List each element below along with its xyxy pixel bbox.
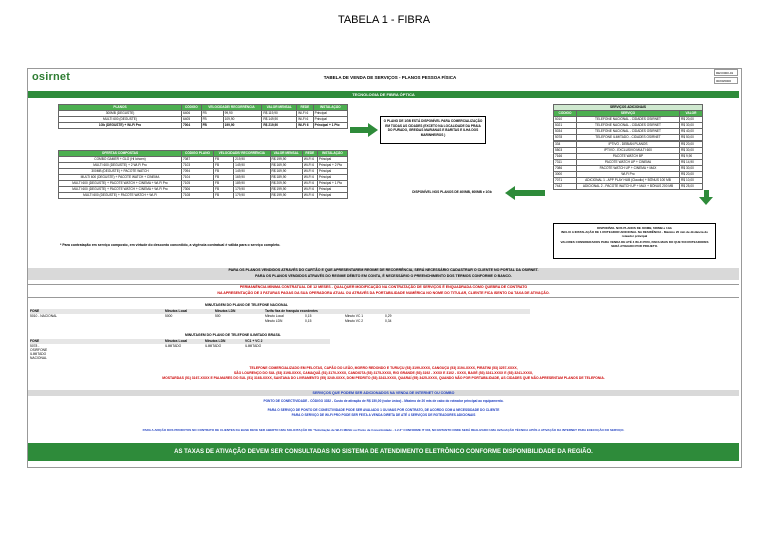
cell: 5010 — [554, 117, 577, 123]
cell: Wi-Fi 6 — [297, 111, 314, 117]
cell: 5000 — [165, 314, 173, 318]
col-header: Minutos LDN — [215, 309, 236, 313]
arrow-left-shaft — [515, 190, 545, 196]
cell: 6405 — [182, 117, 202, 123]
cell: 500 — [215, 314, 221, 318]
table-caption: SERVIÇOS ADICIONAIS — [554, 105, 703, 111]
cell: Wi-Fi 6 — [302, 193, 317, 199]
cell: MULTI 600 (DEGUSTE) — [59, 117, 182, 123]
cell: 7442 — [554, 184, 577, 190]
cell: 7306 — [182, 187, 214, 193]
cell: Principal — [317, 175, 347, 181]
cell: Principal + 1 Pto — [313, 123, 347, 129]
telephony-line3: MOSTARDAS (51) 3167-XXXX E PALMARES DO SUL (51) 3168-XXXX, SANTANA DO LIVRAMENTO (55) 3249-XXXX, DOM PEDRITO (53) 3243-XXXX, QUARAÍ (55) 3425-XXXX, QUANDO NÃO FOR PORTABILIDADE, AS CIDADES QUE NÃO APRESENTAM PLANOS DE TELEFONIA. — [162, 376, 605, 380]
cell: FB — [214, 163, 234, 169]
telephony-line2: SÃO LOURENÇO DO SUL (53) 3198-XXXX, CAMAQUÃ (51) 3170-XXXX, CANDIOTA (53) 3175-XXXX, RIO GRANDE (53) 3192 - XXXX E 3102 - XXXX, BAGÉ (53) 3241-XXXX E (53) 3241-XXXX, — [233, 371, 534, 375]
cell: R$ 169,90 — [270, 163, 302, 169]
cell: R$ 25,00 — [680, 184, 703, 190]
cell: TELEFONE ILIMITADO - CIDADES OSIRNET — [577, 135, 680, 142]
cell: 109,90 — [223, 117, 262, 123]
cell: Wi-Fi 6 — [302, 181, 317, 187]
cell: FB — [214, 193, 234, 199]
cell: R$ 10,00 — [680, 178, 703, 184]
cell: R$ 219,90 — [262, 123, 297, 129]
wifi-pro-sale-line: PARA O SERVIÇO DE Wi-Fi PRO PODE SER FEITA A VENDA DIRETA DE ATÉ 4 SERVIÇOS DE ROTEADORES ADICIONAIS — [291, 413, 476, 417]
cell: 5078 - OSIRFONE ILIMITADO NACIONAL — [30, 344, 48, 360]
connectivity-evaluation-line: PARA O SERVIÇO DE PONTO DE CONECTIVIDADE PODE SER AVALIADO 1 OU MAIS POR CONTRATO, DE ACORDO COM A NECESSIDADE DO CLIENTE — [267, 408, 500, 412]
cell: Wi-Fi 6 — [302, 169, 317, 175]
col-header: VC1 + VC 2 — [245, 339, 263, 343]
cell: Principal — [317, 187, 347, 193]
col-header: VELOCIDADE/ RECORRÊNCIA — [201, 105, 262, 111]
cell: R$ 20,00 — [680, 141, 703, 148]
company-logo: osirnet — [32, 71, 71, 83]
cell: 5034 — [554, 129, 577, 135]
combo-services-info — [28, 399, 739, 418]
cell: R$ 199,90 — [270, 193, 302, 199]
header-title: TABELA DE VENDA DE SERVIÇOS - PLANOS PESSOA FÍSICA — [323, 75, 457, 80]
cell: Wi-Fi 6 — [302, 187, 317, 193]
col-header: Minutos Local — [165, 309, 188, 313]
cell: 169,90 — [234, 175, 270, 181]
cell: R$ 199,90 — [270, 187, 302, 193]
col-header: CÓDIGO — [554, 111, 577, 117]
cell: PACOTE WATCH BP — [577, 154, 680, 160]
cell: 7166 — [554, 154, 577, 160]
cell: 5503 — [554, 148, 577, 154]
note-wifi-pro-line2: INCLUI A INSTALAÇÃO DE 1 ROTEADOR ADICIONAL NA RESIDÊNCIA - Máximo 20 min de distância do roteador principal — [560, 230, 708, 238]
note-wifi-pro — [553, 223, 716, 259]
col-header: INSTALAÇÃO — [313, 105, 347, 111]
cell: Minuto LDN — [265, 319, 283, 323]
cell: FB — [214, 181, 234, 187]
connectivity-line: PONTO DE CONECTIVIDADE - CÓDIGO 3352 - Custo de ativação de R$ 150,00 (valor único) - Máximo de 20 mts de cabo do roteador principal ao equipamento. — [263, 399, 504, 403]
cell: 5010 - NACIONAL — [30, 314, 58, 318]
cell: MULTI 600 (DEGUSTE) + PACOTE WATCH + Wi-Fi — [59, 193, 182, 199]
cell: R$ 40,00 — [680, 129, 703, 135]
cell: R$ 209,90 — [270, 181, 302, 187]
arrow-left-icon — [505, 186, 515, 200]
note-wifi-pro-line3: VALORES CONSIDERADOS PARA VENDA DE ATÉ 4 Wi-Fi PRO, PARA MAIS DO QUE 500 ROTEADORES SERÁ ATIGIADO POR PROJETO. — [560, 240, 709, 248]
cell: MULTI 600 (DEGUSTE) + 2 Wi-Fi Pro — [59, 163, 182, 169]
cell: ADICIONAL 1 - APP PLAY HUB (Claudio) + BÔNUS 100 MB — [577, 178, 680, 184]
cell: R$ 119,90 — [262, 111, 297, 117]
col-header: OFERTAS COMPOSTAS — [59, 151, 182, 157]
col-header: VALOR MENSAL — [262, 105, 297, 111]
cell: 7086 — [554, 166, 577, 172]
telephony-cities-notice — [28, 366, 739, 381]
cell: 0,34 — [385, 319, 392, 323]
note-wifi-pro-line1: DISPONÍVEL NOS PLANOS DE 400MB, 600MB e 1Gb — [597, 226, 672, 230]
cell: R$ 169,90 — [270, 169, 302, 175]
cell: FB — [214, 169, 234, 175]
cell: 99,90 — [223, 111, 262, 117]
base-clients-note: PARA A ADIÇÃO DOS PRODUTOS NO CONTRATO DE CLIENTES DA BASE DEVE SER ABERTO UMA SOLICITAÇÃO DE "Solicitação de Wi-Fi MESH ou Ponto de Conectividade - 1.2.3" CONFORME IT 003, NO ENTANTO ONDE SERÁ REALIZADO UMA AVALIAÇÃO TÉCNICA APÓS A ATIVAÇÃO DA INTERNET PARA EXECUÇÃO DO SERVIÇO. — [142, 428, 625, 432]
phone-plan-unlimited — [30, 339, 330, 360]
cell: TELEFONE NACIONAL - CIDADES OSIRNET — [577, 129, 680, 135]
cell: IPTIVO - EXCLUSIVO MULTI 600 — [577, 148, 680, 154]
cell: MULTI 600 (DEGUSTE) + PACOTE WATCH + CINEMA + Wi-Fi Pro — [59, 187, 182, 193]
combo-services-bar: SERVIÇOS QUE PODEM SER ADICIONADOS NA VENDA DE INTERNET OU COMBO — [28, 390, 739, 396]
cell: FB — [201, 111, 223, 117]
cell: Principal + 2 Pto — [317, 163, 347, 169]
col-header: VELOCIDADE/ RECORRÊNCIA — [214, 151, 271, 157]
cell: FB — [214, 175, 234, 181]
cell: TELEFONE NACIONAL - CIDADES OSIRNET — [577, 117, 680, 123]
cell: Principal + 1 Pto — [317, 181, 347, 187]
col-header: FONE — [30, 309, 40, 313]
cell: Wi-Fi 6 — [297, 123, 314, 129]
cell: 1Gb (DEGUSTE) + Wi-Fi Pro — [59, 123, 182, 129]
cell: R$ 149,90 — [262, 117, 297, 123]
cell: Principal — [313, 117, 347, 123]
contract-notice-line2: NA APRESENTAÇÃO DE 3 FATURAS PAGAS DA SUA OPERADORA ATUAL OU ATRAVÉS DA PORTABILIDADE NUMÉRICA NO NOME DO TITULAR, CLIENTE FICA ISENTO DA TAXA DE ATIVAÇÃO. — [217, 290, 550, 295]
cell: R$ 199,90 — [270, 157, 302, 163]
cell: FB — [201, 117, 223, 123]
table-row — [59, 193, 348, 199]
revision-date: 00/00/0000 — [714, 77, 738, 84]
page-title: TABELA 1 - FIBRA — [337, 14, 431, 26]
col-header: Tarifa fixa de franquia excedentes — [265, 309, 318, 313]
cell: R$ 189,90 — [270, 175, 302, 181]
cell: R$ 20,00 — [680, 172, 703, 178]
phone-plan-national — [30, 309, 530, 324]
cell: 7108 — [182, 193, 214, 199]
cell: R$ 14,90 — [680, 160, 703, 166]
section-bar: TECNOLOGIA DE FIBRA ÓPTICA — [28, 91, 739, 98]
cell: 7004 — [182, 123, 202, 129]
cell: 179,90 — [234, 187, 270, 193]
phone-plan-national-title: MINUTAGEM DO PLANO DE TELEFONE NACIONAL — [205, 303, 289, 307]
cell: R$ 30,00 — [680, 148, 703, 154]
cell: ADICIONAL 2 - PACOTE WATCH UP + MAX + BÔNUS 200 MB — [577, 184, 680, 190]
cell: 300MB (DEGUSTE) — [59, 111, 182, 117]
cell: 5078 — [554, 135, 577, 142]
cell: Wi-Fi 6 — [302, 163, 317, 169]
cell: R$ 20,00 — [680, 117, 703, 123]
col-header: SERVIÇO — [577, 111, 680, 117]
cell: Wi-Fi 6 — [302, 175, 317, 181]
cell: 3000 — [554, 172, 577, 178]
activation-fee-banner: AS TAXAS DE ATIVAÇÃO DEVEM SER CONSULTADAS NO SISTEMA DE ATENDIMENTO ELETRÔNICO CONFORME DISPONIBILIDADE DA REGIÃO. — [28, 443, 739, 461]
arrow-down-icon — [699, 197, 713, 205]
table-row — [554, 184, 703, 190]
col-header: REDE — [297, 105, 314, 111]
cell: FB — [201, 123, 223, 129]
col-header: INSTALAÇÃO — [317, 151, 347, 157]
revision-code: REV0000-01 — [714, 69, 738, 76]
col-header: REDE — [302, 151, 317, 157]
col-header: VALOR MENSAL — [270, 151, 302, 157]
contract-notice-line1: PERMANÊNCIA MÍNIMA CONTRATUAL DE 12 MESES - QUALQUER MODIFICAÇÃO NA CONTRATAÇÃO DE SERVIÇOS É ENQUADRADA COMO QUEBRA DE CONTRATO — [239, 285, 528, 289]
cell: 7104 — [182, 175, 214, 181]
cell: Minuto VC 2 — [345, 319, 364, 323]
note-availability: DISPONÍVEL NOS PLANOS DE 400MB, 600MB e 1Gb — [400, 186, 504, 198]
cell: ILIMITADO — [205, 344, 222, 348]
cell: Principal — [317, 193, 347, 199]
table-row — [59, 123, 348, 129]
cell: Minuto VC 1 — [345, 314, 364, 318]
col-header: VALOR — [680, 111, 703, 117]
cell: ILIMITADO — [165, 344, 182, 348]
additional-services-table — [553, 104, 703, 190]
col-header: PLANOS — [59, 105, 182, 111]
cell: 219,90 — [234, 157, 270, 163]
cell: 199,90 — [223, 123, 262, 129]
header-codes — [714, 69, 738, 85]
cell: 6406 — [182, 111, 202, 117]
note-1gb: O PLANO DE 1GB ESTÁ DISPONÍVEL PARA COMERCIALIZAÇÃO EM TODAS AS CIDADES (EXCETO NA LOCALIDADE DA PRAIA DO FURADO, GREIDAS MARIANAS E BARITAS E ILHA DOS MARINHEIROS ) — [380, 116, 486, 144]
cell: 7087 — [182, 157, 214, 163]
cell: 189,90 — [234, 181, 270, 187]
cell: 179,90 — [234, 193, 270, 199]
cell: 0,29 — [385, 314, 392, 318]
cell: 149,90 — [234, 169, 270, 175]
contract-notice — [28, 284, 739, 298]
cell: 7311 — [554, 160, 577, 166]
arrow-right-icon — [350, 127, 370, 133]
cell: 5021 — [554, 123, 577, 129]
combo-offers-table — [58, 150, 348, 199]
cell: FB — [214, 157, 234, 163]
cell: 300MB (DEGUSTE) + PACOTE WATCH — [59, 169, 182, 175]
footnote: * Para contratação em serviço composto, em virtude do desconto concedido, a vigência contratual é válida para o serviço completo. — [60, 243, 281, 247]
cell: 149,90 — [234, 163, 270, 169]
col-header: Minutos Local — [165, 339, 188, 343]
cell: Wi-Fi Pro — [577, 172, 680, 178]
cell: FB — [214, 187, 234, 193]
cell: 7071 — [554, 178, 577, 184]
payment-notice — [28, 268, 739, 280]
cell: 7094 — [182, 169, 214, 175]
cell: PACOTE WATCH UP + CINEMA + MAX — [577, 166, 680, 172]
cell: R$ 9,90 — [680, 154, 703, 160]
table-row — [30, 344, 330, 360]
cell: PACOTE WATCH UP + CINEMA — [577, 160, 680, 166]
cell: Minuto Local — [265, 314, 284, 318]
cell: MULTI 600 (DEGUSTE) + PACOTE WATCH + CINEMA + Wi-Fi Pro — [59, 181, 182, 187]
table-row — [30, 319, 530, 324]
cell: Wi-Fi 6 — [297, 117, 314, 123]
cell: R$ 50,00 — [680, 135, 703, 142]
telephony-line1: TELEFONE COMERCIALIZADO EM PELOTAS, CAPÃO DO LEÃO, MORRO REDONDO E TURUÇU (53) 3199-XXXX, CANGUÇU (53) 3194-XXXX, PIRATINI (53) 3257-XXXX, — [249, 366, 518, 370]
cell: 7105 — [182, 181, 214, 187]
cell: MULTI 600 (DEGUSTE) + PACOTE WATCH + CINEMA — [59, 175, 182, 181]
arrow-head-icon — [368, 123, 378, 137]
col-header: CÓDIGO PLANO — [182, 151, 214, 157]
cell: ILIMITADO — [245, 344, 262, 348]
cell: R$ 30,00 — [680, 166, 703, 172]
cell: Principal — [317, 169, 347, 175]
col-header: FONE — [30, 339, 40, 343]
cell: 334 — [554, 141, 577, 148]
col-header: CÓDIGO — [182, 105, 202, 111]
cell: TELEFONE NACIONAL - CIDADES OSIRNET — [577, 123, 680, 129]
phone-plan-unlimited-title: MINUTAGEM DO PLANO DE TELEFONE ILIMITADO BRASIL — [185, 333, 281, 337]
cell: 0,15 — [305, 314, 312, 318]
cell: 7103 — [182, 163, 214, 169]
cell: Principal — [317, 157, 347, 163]
payment-notice-line2: PARA OS PLANOS VENDIDOS ATRAVÉS DO REGIME DÉBITO EM CONTA, É NECESSÁRIO O PREENCHIMENTO DOS TERMOS CONFORME O BANCO. — [255, 273, 512, 278]
cell: IPTIVO - DEBIAN PLANOS — [577, 141, 680, 148]
payment-notice-line1: PARA OS PLANOS VENDIDOS ATRAVÉS DO CARTÃO E QUE APRESENTAREM REGIME DE RECORRÊNCIA, SERÁ NECESSÁRIO CADASTRAR O CLIENTE NO PORTAL DA OSIRNET. — [228, 268, 539, 272]
cell: R$ 30,00 — [680, 123, 703, 129]
cell: 0,15 — [305, 319, 312, 323]
cell: COMBO GAMER + GLO (Hi Ichoen) — [59, 157, 182, 163]
plans-table — [58, 104, 348, 129]
cell: Principal — [313, 111, 347, 117]
col-header: Minutos LDN — [205, 339, 226, 343]
cell: Wi-Fi 6 — [302, 157, 317, 163]
